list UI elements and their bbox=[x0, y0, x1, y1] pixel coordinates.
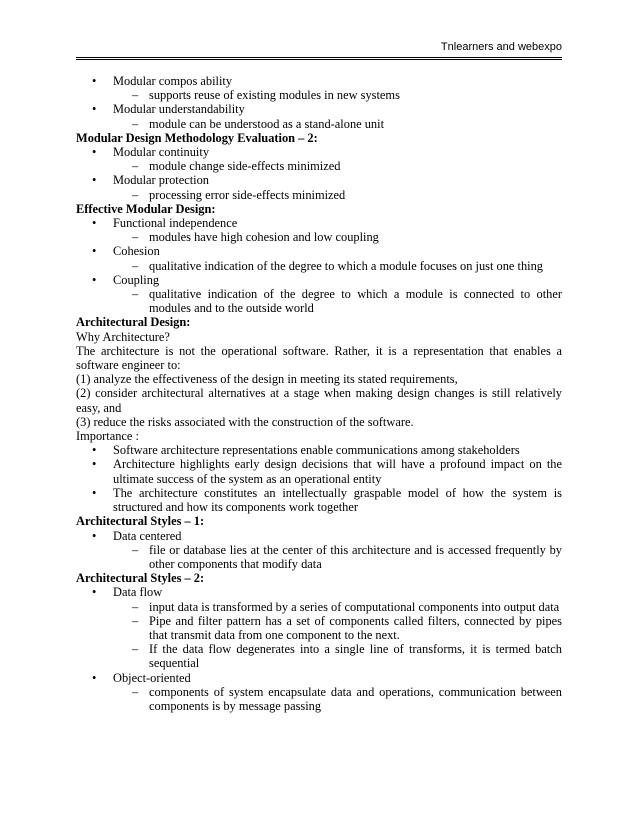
bullet-text: • Coupling bbox=[113, 272, 160, 287]
sub-bullet-list bbox=[113, 188, 562, 202]
header-rule-secondary bbox=[76, 59, 562, 60]
bullet-item bbox=[76, 671, 562, 714]
bullet-item bbox=[76, 244, 562, 272]
bullet-list bbox=[76, 585, 562, 713]
sub-bullet-list bbox=[113, 230, 562, 244]
paragraph: (1) analyze the effectiveness of the design in meeting its stated requirements, bbox=[76, 372, 458, 387]
document-body bbox=[76, 74, 562, 713]
section-heading: Architectural Styles – 1: bbox=[76, 514, 205, 529]
sub-bullet-item: – supports reuse of existing modules in new systems bbox=[113, 88, 562, 102]
bullet-item bbox=[76, 273, 562, 316]
sub-bullet-item: – module can be understood as a stand-alone unit bbox=[113, 117, 562, 131]
section-heading: Architectural Design: bbox=[76, 315, 191, 330]
bullet-text: • Data flow bbox=[113, 585, 163, 600]
bullet-text: • The architecture constitutes an intellectually graspable model of how the system is structured and how its components work together bbox=[113, 485, 562, 515]
sub-bullet-item: – file or database lies at the center of this architecture and is accessed frequently by other components that modify data bbox=[113, 543, 562, 571]
bullet-list bbox=[76, 529, 562, 572]
bullet-text: • Modular understandability bbox=[113, 102, 245, 117]
sub-bullet-item: – components of system encapsulate data and operations, communication between components is by message passing bbox=[113, 685, 562, 713]
sub-bullet-item: – input data is transformed by a series of computational components into output data bbox=[113, 600, 562, 614]
paragraph: The architecture is not the operational software. Rather, it is a representation that enables a software engineer to: bbox=[76, 343, 562, 373]
section-heading: Effective Modular Design: bbox=[76, 201, 216, 216]
bullet-list bbox=[76, 443, 562, 514]
bullet-item bbox=[76, 74, 562, 102]
section-heading: Modular Design Methodology Evaluation – 2: bbox=[76, 130, 318, 145]
bullet-text: • Modular protection bbox=[113, 173, 210, 188]
sub-bullet-item: – qualitative indication of the degree to which a module focuses on just one thing bbox=[113, 259, 562, 273]
sub-bullet-item: – module change side-effects minimized bbox=[113, 159, 562, 173]
sub-bullet-list bbox=[113, 117, 562, 131]
bullet-item bbox=[76, 102, 562, 130]
sub-bullet-item: – processing error side-effects minimized bbox=[113, 188, 562, 202]
paragraph: (2) consider architectural alternatives at a stage when making design changes is still relatively easy, and bbox=[76, 386, 562, 415]
bullet-text: • Cohesion bbox=[113, 244, 160, 259]
sub-bullet-list bbox=[113, 259, 562, 273]
bullet-list bbox=[76, 74, 562, 131]
sub-bullet-item: – Pipe and filter pattern has a set of components called filters, connected by pipes that transmit data from one component to the next. bbox=[113, 614, 562, 642]
bullet-list bbox=[76, 145, 562, 202]
bullet-item bbox=[76, 529, 562, 572]
sub-bullet-list bbox=[113, 88, 562, 102]
bullet-item bbox=[76, 457, 562, 485]
paragraph: Importance : bbox=[76, 429, 139, 444]
bullet-text: • Architecture highlights early design decisions that will have a profound impact on the ultimate success of the system as an operational entity bbox=[113, 457, 562, 486]
sub-bullet-list bbox=[113, 287, 562, 315]
page-header-title: Tnlearners and webexpo bbox=[440, 41, 562, 53]
bullet-item bbox=[76, 145, 562, 173]
sub-bullet-list bbox=[113, 159, 562, 173]
paragraph: Why Architecture? bbox=[76, 329, 170, 344]
bullet-item bbox=[76, 173, 562, 201]
bullet-text: • Data centered bbox=[113, 528, 182, 543]
paragraph: (3) reduce the risks associated with the construction of the software. bbox=[76, 414, 414, 429]
sub-bullet-list bbox=[113, 543, 562, 571]
bullet-item bbox=[76, 585, 562, 670]
sub-bullet-item: – modules have high cohesion and low coupling bbox=[113, 230, 562, 244]
sub-bullet-item: – qualitative indication of the degree to which a module is connected to other modules and to the outside world bbox=[113, 287, 562, 315]
bullet-text: • Functional independence bbox=[113, 216, 238, 231]
bullet-text: • Modular continuity bbox=[113, 145, 210, 160]
bullet-list bbox=[76, 216, 562, 315]
sub-bullet-list bbox=[113, 600, 562, 671]
header-rule bbox=[76, 57, 562, 58]
bullet-text: • Software architecture representations enable communications among stakeholders bbox=[113, 443, 520, 458]
bullet-item bbox=[76, 486, 562, 514]
bullet-text: • Object-oriented bbox=[113, 670, 191, 685]
sub-bullet-list bbox=[113, 685, 562, 713]
bullet-item bbox=[76, 216, 562, 244]
section-heading: Architectural Styles – 2: bbox=[76, 571, 205, 586]
sub-bullet-item: – If the data flow degenerates into a single line of transforms, it is termed batch sequential bbox=[113, 642, 562, 670]
bullet-text: • Modular compos ability bbox=[113, 74, 233, 88]
bullet-item bbox=[76, 443, 562, 457]
